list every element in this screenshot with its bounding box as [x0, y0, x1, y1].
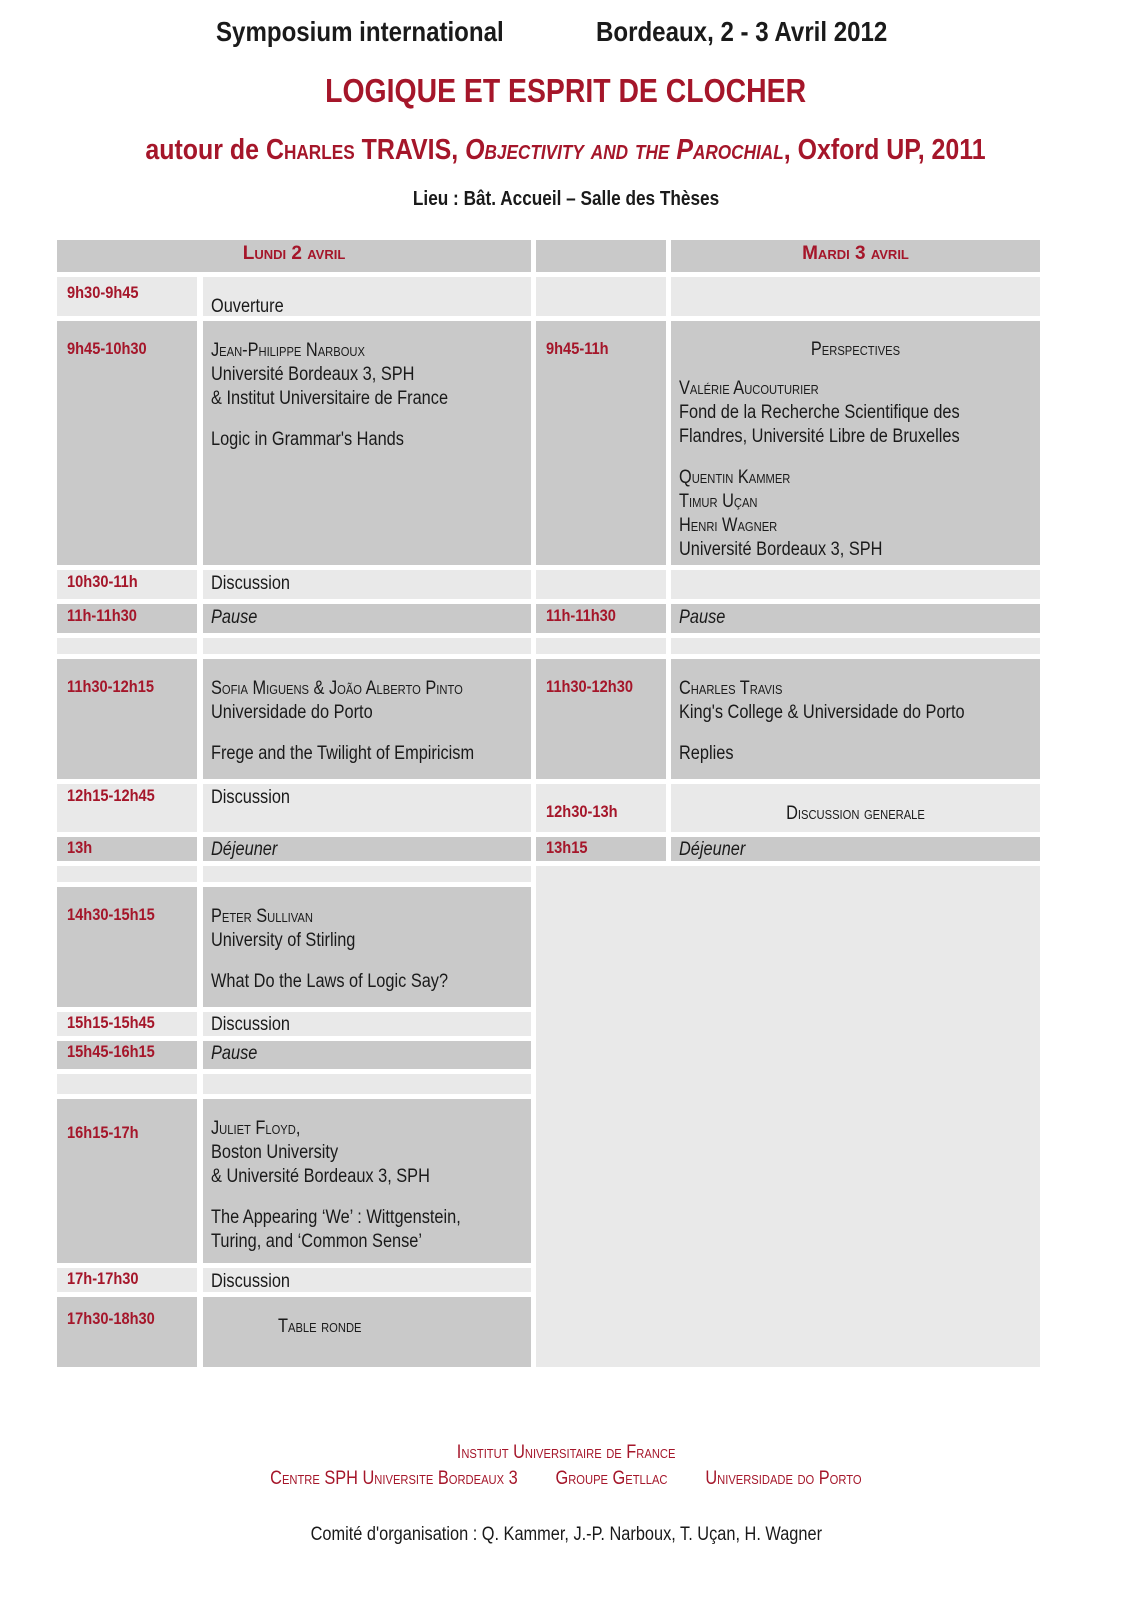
speaker-name: Valérie Aucouturier — [679, 378, 819, 399]
monday-session: Juliet Floyd, Boston University & Université Bordeaux 3, SPH The Appearing ‘We’ : Wittgenstein, Turing, and ‘Common Sense’ — [203, 1099, 531, 1263]
monday-session: Table ronde — [203, 1297, 531, 1367]
monday-session: Pause — [203, 604, 531, 633]
tuesday-session: Discussion generale — [671, 784, 1040, 832]
event-name: Symposium international — [216, 16, 504, 47]
footer-sponsor-porto: Universidade do Porto — [705, 1468, 862, 1489]
day-header-tuesday: Mardi 3 avril — [671, 240, 1040, 272]
tuesday-session: Perspectives Valérie Aucouturier Fond de la Recherche Scientifique des Flandres, Université Libre de Bruxelles Quentin Kammer Timur Uçan Henri Wagner Université Bordeaux 3, SPH — [671, 321, 1040, 565]
monday-session: Discussion — [203, 1268, 531, 1292]
monday-time: 15h45-16h15 — [57, 1041, 197, 1069]
day-header-monday: Lundi 2 avril — [57, 240, 531, 272]
speaker-name: Henri Wagner — [679, 515, 778, 536]
session-title: Perspectives — [810, 339, 901, 360]
monday-time: 14h30-15h15 — [57, 887, 197, 1007]
spacer-row — [203, 866, 531, 882]
monday-time: 15h15-15h45 — [57, 1012, 197, 1036]
day-header-spacer — [536, 240, 666, 272]
monday-session: Peter Sullivan University of Stirling What Do the Laws of Logic Say? — [203, 887, 531, 1007]
monday-session: Discussion — [203, 570, 531, 599]
spacer-row — [671, 277, 1040, 316]
spacer-row — [203, 638, 531, 654]
monday-time: 17h30-18h30 — [57, 1297, 197, 1367]
speaker-name: Quentin Kammer — [679, 467, 791, 488]
monday-session: Ouverture — [203, 277, 531, 316]
talk-title: Logic in Grammar's Hands — [211, 429, 404, 450]
speaker-name: Sofia Miguens & João Alberto Pinto — [211, 678, 463, 699]
tuesday-session: Pause — [671, 604, 1040, 633]
monday-time: 9h30-9h45 — [57, 277, 197, 316]
tuesday-time: 9h45-11h — [536, 321, 666, 565]
organizing-committee: Comité d'organisation : Q. Kammer, J.-P. Narboux, T. Uçan, H. Wagner — [310, 1524, 822, 1545]
tuesday-session: Déjeuner — [671, 837, 1040, 861]
monday-time: 17h-17h30 — [57, 1268, 197, 1292]
event-place-date: Bordeaux, 2 - 3 Avril 2012 — [596, 16, 888, 47]
tuesday-session: Charles Travis King's College & Universidade do Porto Replies — [671, 659, 1040, 779]
speaker-name: Juliet Floyd, — [211, 1118, 301, 1139]
speaker-name: Charles Travis — [679, 678, 783, 699]
monday-session: Sofia Miguens & João Alberto Pinto Universidade do Porto Frege and the Twilight of Empiricism — [203, 659, 531, 779]
spacer-row — [671, 570, 1040, 599]
tuesday-empty-area — [536, 866, 1040, 1367]
symposium-title: LOGIQUE ET ESPRIT DE CLOCHER — [325, 72, 807, 109]
speaker-name: Timur Uçan — [679, 491, 758, 512]
spacer-row — [536, 570, 666, 599]
talk-title: Frege and the Twilight of Empiricism — [211, 743, 475, 764]
symposium-subtitle: autour de Charles TRAVIS, Objectivity and the Parochial, Oxford UP, 2011 — [145, 134, 987, 166]
monday-time: 11h30-12h15 — [57, 659, 197, 779]
footer-sponsor-sph: Centre SPH Universite Bordeaux 3 — [270, 1468, 518, 1489]
venue: Lieu : Bât. Accueil – Salle des Thèses — [412, 188, 720, 210]
tuesday-time: 13h15 — [536, 837, 666, 861]
monday-session: Discussion — [203, 784, 531, 832]
spacer-row — [536, 277, 666, 316]
talk-title: What Do the Laws of Logic Say? — [211, 971, 449, 992]
spacer-row — [57, 866, 197, 882]
footer-sponsor-iuf: Institut Universitaire de France — [456, 1442, 676, 1463]
spacer-row — [671, 638, 1040, 654]
footer-sponsor-getllac: Groupe Getllac — [555, 1468, 668, 1489]
tuesday-time: 11h-11h30 — [536, 604, 666, 633]
monday-time: 13h — [57, 837, 197, 861]
tuesday-time: 11h30-12h30 — [536, 659, 666, 779]
footer-sponsors — [0, 1468, 1132, 1490]
talk-title: Replies — [679, 743, 734, 764]
speaker-name: Peter Sullivan — [211, 906, 313, 927]
monday-time: 9h45-10h30 — [57, 321, 197, 565]
monday-time: 11h-11h30 — [57, 604, 197, 633]
spacer-row — [57, 638, 197, 654]
monday-time: 12h15-12h45 — [57, 784, 197, 832]
spacer-row — [57, 1074, 197, 1094]
monday-session: Discussion — [203, 1012, 531, 1036]
monday-session: Pause — [203, 1041, 531, 1069]
monday-time: 10h30-11h — [57, 570, 197, 599]
talk-title: The Appearing ‘We’ : Wittgenstein, — [211, 1207, 461, 1228]
monday-session: Jean-Philippe Narboux Université Bordeaux 3, SPH & Institut Universitaire de France Logic in Grammar's Hands — [203, 321, 531, 565]
spacer-row — [203, 1074, 531, 1094]
monday-time: 16h15-17h — [57, 1099, 197, 1263]
tuesday-time: 12h30-13h — [536, 784, 666, 832]
monday-session: Déjeuner — [203, 837, 531, 861]
speaker-name: Jean-Philippe Narboux — [211, 340, 365, 361]
spacer-row — [536, 638, 666, 654]
